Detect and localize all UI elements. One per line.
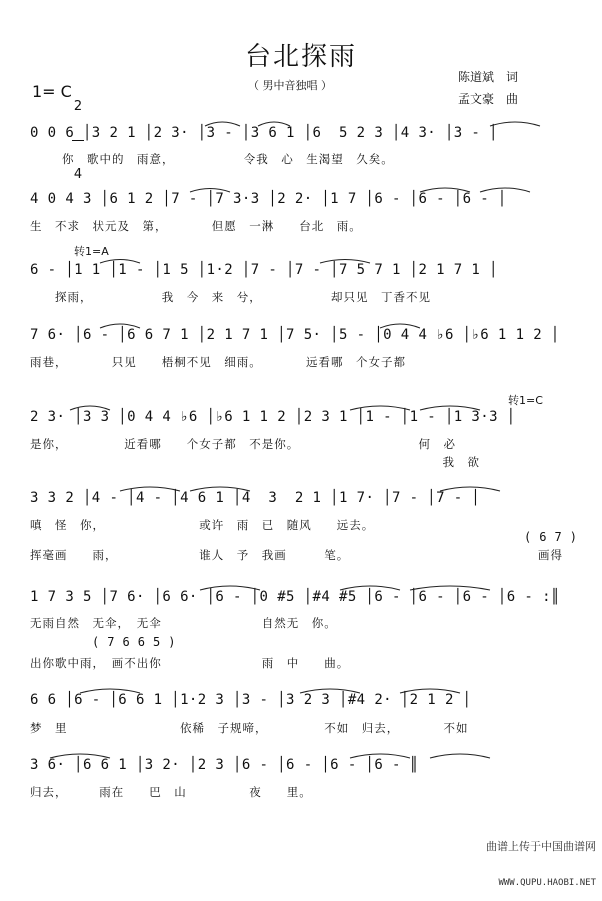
notation-line: 1 7 3 5 │7 6· │6 6· │6 - │0 #5 │#4 #5 │6 - │6 - │6 - │6 - :║ — [30, 589, 560, 605]
lyric-line: 我 欲 — [30, 455, 480, 469]
tie-arc — [430, 754, 490, 758]
lyric-line: 探雨， 我 今 来 兮， 却只见 丁香不见 — [30, 290, 431, 304]
composer: 孟文豪 曲 — [458, 92, 519, 106]
watermark-line: 曲谱上传于中国曲谱网 — [486, 840, 596, 853]
notation-line: 6 - │1 1 │1 - │1 5 │1·2 │7 - │7 - │7 5 7 1 │2 1 7 1 │ — [30, 262, 498, 278]
lyricist: 陈道斌 词 — [458, 70, 519, 84]
lyric-line: 梦 里 依稀 子规啼， 不如 归去， 不如 — [30, 721, 469, 735]
time-signature-top: 2 — [73, 99, 83, 114]
lyric-line: 出你歌中雨， 画不出你 雨 中 曲。 — [30, 656, 350, 670]
lyric-line: 嗔 怪 你， 或许 雨 已 随风 远去。 — [30, 518, 375, 532]
notation-line: 3 3 2 │4 - │4 - │4 6 1 │4 3 2 1 │1 7· │7 - │7 - │ — [30, 490, 481, 506]
site-watermark — [486, 817, 596, 901]
key-signature: 1= C — [32, 82, 72, 101]
lyric-line: 生 不求 状元及 第， 但愿 一淋 台北 雨。 — [30, 219, 362, 233]
lyric-line: 你 歌中的 雨意， 令我 心 生渴望 久矣。 — [62, 152, 394, 166]
notation-line: 4 0 4 3 │6 1 2 │7 - │7 3·3 │2 2· │1 7 │6 - │6 - │6 - │ — [30, 191, 507, 207]
modulation-mark: 转1=C — [508, 394, 543, 407]
grace-notes: ( 6 7 ) — [524, 530, 578, 544]
notation-line: 0 0 6 │3 2 1 │2 3· │3 - │3 6 1 │6 5 2 3 │4 3· │3 - │ — [30, 125, 498, 141]
grace-notes: ( 7 6 6 5 ) — [92, 635, 176, 649]
time-signature-bottom: 4 — [73, 167, 83, 182]
lyric-line: 画得 — [538, 548, 563, 562]
watermark-url: WWW.QUPU.HAOBI.NET — [498, 878, 596, 888]
lyric-line: 无雨自然 无伞， 无伞 自然无 你。 — [30, 616, 337, 630]
notation-line: 3 6· │6 6 1 │3 2· │2 3 │6 - │6 - │6 - │6 - ║ — [30, 757, 419, 773]
notation-line: 2 3· │3 3 │0 4 4 ♭6 │♭6 1 1 2 │2 3 1 │1 - │1 - │1 3·3 │ — [30, 409, 516, 425]
song-title: 台北探雨 — [244, 42, 357, 72]
lyric-line: 雨巷， 只见 梧桐不见 细雨。 远看哪 个女子都 — [30, 355, 406, 369]
lyric-line: 归去， 雨在 巴 山 夜 里。 — [30, 785, 312, 799]
lyric-line: 是你， 近看哪 个女子都 不是你。 何 必 — [30, 437, 456, 451]
notation-line: 6 6 │6 - │6 6 1 │1·2 3 │3 - │3 2 3 │#4 2· │2 1 2 │ — [30, 692, 472, 708]
modulation-mark: 转1=A — [74, 245, 109, 258]
notation-line: 7 6· │6 - │6 6 7 1 │2 1 7 1 │7 5· │5 - │0 4 4 ♭6 │♭6 1 1 2 │ — [30, 327, 560, 343]
lyric-line: 挥毫画 雨， 谁人 予 我画 笔。 — [30, 548, 350, 562]
subtitle: （ 男中音独唱 ） — [248, 79, 332, 92]
